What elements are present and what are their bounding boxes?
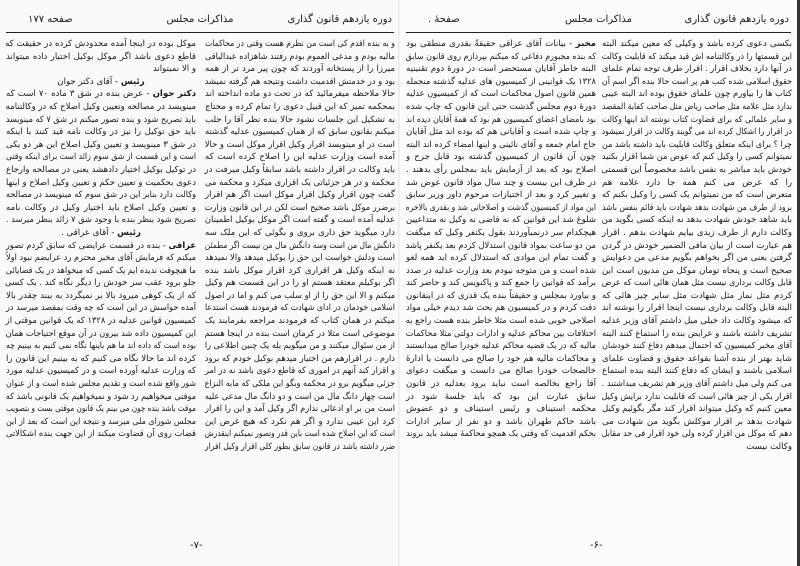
line-text: من دو ساعت بمواد قانون استدلال کردم بعد یکنفر پاشد: [405, 240, 596, 251]
line-text: میرزا را از پستخانه آوردند که چون پیر مرد تر از همه: [205, 64, 395, 75]
text-line: [205, 189, 395, 202]
text-line: [406, 403, 596, 416]
text-line: [205, 177, 395, 190]
line-text: گرفتن یعنی من اگر بخواهم بگویم مدعی من دعوایش: [602, 253, 792, 264]
line-text: ضرر داشته باشد در قانون سابق بطور کلی اقرار وکیل اقرار: [204, 442, 395, 452]
text-line: [602, 391, 792, 404]
text-line: [205, 126, 395, 139]
line-text: خودش باید مباشر به نفس باشد مخصوصاً این قسمتی: [601, 164, 792, 175]
text-line: [406, 164, 596, 177]
line-text: دانگش مال من است وسه دانگش مال من نیست اگر مطمئن: [204, 240, 395, 251]
text-line: [406, 353, 596, 366]
text-line: [6, 114, 196, 127]
text-line: [602, 441, 792, 454]
line-text: و سایر علمائی که برای قضاوت کتاب نوشته اند اینها وکالت: [602, 114, 792, 125]
line-text: کتاب ها را بیاورم چون علمای حقوق بوده اند البته عیبی: [601, 89, 792, 100]
header-series: دوره یازدهم قانون گذاری: [287, 14, 392, 25]
line-text: باید حق توکیل را نیز در وکالت نامه قید کنند با اینکه: [6, 127, 196, 138]
text-line: [6, 126, 196, 139]
text-line: [6, 177, 196, 190]
line-text: گفت چون اقرار وکیل اقرار موکل است اگر هم اقرار: [205, 190, 395, 201]
line-text: و تغییر کرد و بعد از اختیارات مرحوم داور وزیر سابق: [406, 190, 596, 201]
text-column-left: [6, 38, 196, 441]
text-line: [205, 441, 395, 454]
header-rule: [406, 32, 791, 33]
text-line: [6, 252, 196, 265]
line-text: موضوعی است مثلا در کرمان است بنده در اینجا هستم: [204, 328, 395, 339]
text-line: [406, 126, 596, 139]
page-header: [8, 14, 392, 30]
text-line: [205, 416, 395, 429]
line-text: در شق ۳ مینویسد و تعیین وکیل اصلاح این هر دو یکی: [6, 139, 197, 150]
text-column-left: [406, 38, 596, 441]
line-text: - عرض بنده در شق ۳ ماده ۷۰ است که: [6, 89, 153, 100]
text-line: [6, 189, 196, 202]
text-line: [406, 151, 596, 164]
text-line: [205, 265, 395, 278]
text-line: [205, 365, 395, 378]
line-text: دهم که موکل من اقرار کرده ولی خود اقرار فی حد مقابل: [601, 429, 792, 440]
text-line: [406, 277, 596, 290]
text-line: [406, 177, 596, 190]
text-line: [406, 189, 596, 202]
text-line: [6, 265, 196, 278]
line-text: جزئی میگویم برو در محکمه وبگو این ملکی که مابه النزاع: [204, 379, 395, 390]
page-footer-number: -۶-: [590, 540, 603, 551]
speaker-name: رئیس: [117, 227, 141, 238]
text-line: [6, 428, 196, 441]
text-line: [6, 63, 196, 76]
text-line: [406, 76, 596, 89]
line-text: جلو برود عقب سر خودش را دیگر نگاه کند . یک کسی: [4, 278, 196, 289]
text-line: [205, 240, 395, 253]
line-text: قضات روی آن قضاوت میکند از این جهت بنده اشکالاتی: [5, 429, 196, 440]
line-text: اقرار یکی از چیز هائی است که قابلیت ندارد برایش وکیل: [601, 391, 792, 402]
text-line: [205, 227, 395, 240]
text-line: [602, 240, 792, 253]
line-text: البته خاطر آقایان مستحضر است در دورهٔ دوم تقنینیه: [406, 64, 596, 75]
text-line: [6, 353, 196, 366]
text-line: [406, 240, 596, 253]
text-line: [205, 164, 395, 177]
text-line: [602, 126, 792, 139]
line-text: مالیه بودم و مدعی العموم بودم رفتند شاهزاده عبدالباقی: [205, 51, 395, 62]
line-text: حقوق اسلامی شده کتب هم پر است حالا بنده اگر اسم آن: [601, 76, 792, 87]
line-text: در ظرف این بیست و چند سال مواد قانون عوض شد: [406, 177, 596, 188]
text-line: [6, 378, 196, 391]
speaker-name: عراقی: [168, 240, 196, 251]
line-text: اصلاحی خوبی شده است مثلا خاطر بنده هست راجع به: [405, 316, 596, 327]
text-line: [205, 38, 395, 51]
text-line: [6, 139, 196, 152]
header-page-number: صفحهٔ .: [428, 14, 460, 25]
text-line: [602, 403, 792, 416]
text-line: [602, 151, 792, 164]
text-line: [205, 290, 395, 303]
text-line: [602, 139, 792, 152]
text-line: [6, 101, 196, 114]
text-line: [406, 290, 596, 303]
text-line: [6, 277, 196, 290]
text-line: [602, 76, 792, 89]
line-text: عدلیه آمده است و گفته است اگر موکل بوکیل اطمینان: [204, 215, 395, 226]
text-line: [602, 290, 792, 303]
line-text: دارد میگوید حق داری بروی و بگوئی که این ملک سه: [205, 227, 395, 238]
line-text: شهادت بدهد بر اقرار موکلش بگوید من شهادت می: [602, 416, 792, 427]
line-text: و گفت تمام این موادی که استدلال کرده اید همه لغو: [406, 253, 596, 264]
text-line: [406, 265, 596, 278]
text-column-right: [205, 38, 395, 454]
line-text: دورهٔ دوم مجلس گذشت حتی این قانون که چاپ شده: [406, 101, 596, 112]
speaker-line: [6, 76, 196, 89]
text-line: [205, 151, 395, 164]
text-line: [406, 428, 596, 441]
text-line: [406, 391, 596, 404]
text-line: [602, 302, 792, 315]
line-text: کردم مثل نماز مثل شهادت مثل سایر چیز هائی که: [602, 290, 792, 301]
line-text: شور واقع شده است و تقدیم مجلس شده است و از عنوان: [6, 379, 196, 390]
text-line: [406, 88, 596, 101]
text-line: [602, 202, 792, 215]
text-line: [602, 315, 792, 328]
line-text: است ودلش خواست این حق را بوکیل میدهد والا نمیدهد: [204, 253, 395, 264]
text-line: [205, 252, 395, 265]
text-line: [406, 63, 596, 76]
line-text: محکمه استیناف و رئیس استیناف و دو عضوش: [406, 404, 596, 415]
line-text: و محاکمات مالیه هم خود را صالح می دانست یا ادارهٔ: [406, 353, 596, 364]
text-line: [205, 214, 395, 227]
line-text: که وزارت عدلیه آورده است و در کمیسیون عدلیه مورد: [6, 366, 196, 377]
text-line: [602, 114, 792, 127]
line-text: در آنها دارد بخلاف اقرار . اقرار طرف توجه تمام علمای: [602, 64, 792, 75]
text-line: [406, 51, 596, 64]
text-line: [205, 101, 395, 114]
text-line: [205, 302, 395, 315]
speaker-line: [6, 240, 196, 253]
line-text: اسلامی خودمان در ادای شهادت که فرمودند هست استدعا: [205, 303, 395, 314]
text-line: [205, 328, 395, 341]
line-text: میکنم بقانون سابق که از همان کمیسیون عدلیه گذشته: [205, 127, 395, 138]
text-line: [205, 88, 395, 101]
line-text: دعوی بحکمیت و تعیین حکم و تعیین وکیل اصلاح و اینها: [6, 177, 196, 188]
line-text: مالیه که در یک قضیه محاکم عدلیه خودرا صالح میدانستند: [405, 341, 596, 352]
text-line: [205, 63, 395, 76]
line-text: آمده حواسش در این است که چه وقت بمقصد میرسد در: [6, 303, 196, 314]
line-text: است من بر او ادعائی ندارم اگر وکیل آمد و این را اقرار: [205, 404, 395, 415]
line-text: ما هیچوقت ندیده ایم یک کسی که میخواهد در یک قضایائی: [5, 265, 197, 276]
text-line: [205, 340, 395, 353]
line-text: دقت کردم و در کمیسیون هم بحث شد دیدم خیلی مواد: [405, 303, 596, 314]
line-text: که از یک کوهی میرود بالا بر نمیگردد به بیند چقدر بالا: [6, 290, 196, 301]
header-title: مذاکرات مجلس: [565, 14, 632, 25]
text-line: [602, 353, 792, 366]
line-text: باید وکالت در اقرار داشته باشد سابقاً وکیل میرفت در: [204, 164, 395, 175]
speaker-name: رئیس: [120, 76, 145, 87]
line-text: حالا ملاحظه میفرمائید که در تحت دو ماده انداخته اند: [205, 89, 395, 100]
text-line: [6, 302, 196, 315]
line-text: باید تصریح شود و بنده تصور میکنم در شق ۷ که مینویسد: [5, 114, 196, 125]
line-text: - آقای عراقی .: [61, 227, 118, 238]
text-line: [406, 214, 596, 227]
speaker-name: دکتر جوان: [152, 89, 197, 100]
text-line: [205, 315, 395, 328]
line-text: موقتی میخواهیم رد شود و نمیخواهیم یک قانونی باشد که: [5, 391, 196, 402]
line-text: را که عرض می کنم همه جا دارد علامه هم: [602, 177, 792, 188]
line-text: کرده اند ما حالا نگاه می کنیم که به بینیم این قانون را: [6, 353, 196, 364]
line-text: باید شاهد خودش شهادت بدهد نه اینکه کسی بگوید من: [601, 215, 792, 226]
line-text: بحکم اقدمیت که وقتی یک همچو محاکمهٔ میشد باید بروند: [406, 429, 596, 440]
line-text: و بیاورد بمجلس و حقیقتاً بنده یک قدری که در اینقانون: [406, 290, 596, 301]
line-text: ندارد مثل علامه مثل صاحب ریاض مثل صاحب کفایة المقصد: [602, 101, 792, 112]
text-line: [6, 391, 196, 404]
text-line: [6, 51, 196, 64]
text-line: [406, 365, 596, 378]
line-text: همین قانون اصول محاکمات است که از کمیسیون عدلیه: [406, 89, 596, 100]
line-text: خالصجات خودرا صالح می دانست و میگفت دعوای: [406, 366, 596, 377]
line-text: بمحکمه تمیز که این قبیل دعوی را تمام کرده و محتاج: [205, 101, 395, 112]
text-line: [602, 177, 792, 190]
text-line: [6, 403, 196, 416]
text-column-right: [602, 38, 792, 454]
line-text: شده است و من متوجه نبودم بعد وزارت عدلیه در صدد: [405, 265, 596, 276]
text-line: [602, 365, 792, 378]
line-text: مجلس شورای ملی میرسد و نتیجه این است که بعد از این: [5, 416, 196, 427]
speaker-line: [6, 227, 196, 240]
text-line: [602, 277, 792, 290]
page-footer-number: -۷-: [190, 540, 203, 551]
text-line: [205, 378, 395, 391]
text-line: [406, 101, 596, 114]
text-line: [406, 302, 596, 315]
line-text: میکنم که فرمایش آقای مخبر محترم رد عرایضم نبود اولاً: [6, 253, 196, 264]
speaker-line: [6, 88, 196, 101]
text-line: [602, 378, 792, 391]
text-line: [205, 76, 395, 89]
line-text: برود از طرف من شهادت بدهد شهادت باید قائم بنفس باشد: [602, 202, 792, 213]
line-text: تشریف داشته باشند و عرایض بنده را استماع کنند البته: [602, 328, 792, 339]
line-text: در اقرار را اشکال کرده اند می گویند وکالت در اقرار نمیشود: [601, 127, 792, 138]
text-line: [205, 139, 395, 152]
text-line: [602, 328, 792, 341]
speaker-line: [406, 38, 596, 51]
text-line: [602, 63, 792, 76]
line-text: البته قابل وکالت برداری نیست اینجا اقرار را نوشته اند: [602, 303, 792, 314]
line-text: میکنم و الا این حق را از او سلب می کنم و اما در اصول: [204, 290, 395, 301]
line-text: وکالت دارم از طرف زیدی بیایم شهادت بدهم . اقرار: [602, 227, 792, 238]
line-text: هیچکدام سر درنمیآوردند بقول یکنفر وکیل که میگفت: [406, 227, 596, 238]
text-line: [602, 428, 792, 441]
text-line: [205, 403, 395, 416]
line-text: این کمیسیون داده شد بیرون در آن موقع احتیاجات همان: [5, 328, 197, 339]
line-text: از من سئوال میکنند و من میگویم بله یک چنین اطلاعی را: [204, 341, 395, 352]
page-header: [408, 14, 789, 30]
line-text: صحیح است و پنجاه تومان موکل من مدیون است این: [602, 265, 792, 276]
text-line: [406, 378, 596, 391]
header-series: دوره یازدهم قانون گذاری: [684, 14, 789, 25]
text-line: [602, 340, 792, 353]
line-text: و به بنده اقدم کی است من نظرم هست وقتی در محاکمات: [205, 39, 395, 49]
line-text: - آقای دکتر جوان: [57, 76, 121, 87]
line-text: است و این قسمت از شق سوم زائد است برای اینکه وقتی: [5, 152, 197, 163]
text-line: [602, 101, 792, 114]
text-line: [406, 416, 596, 429]
text-line: [602, 227, 792, 240]
line-text: نه اینکه وکیل هر اقراری کرد اقرار موکل باشد بنده: [205, 265, 395, 276]
line-text: کمیسیون قوانین عدلیه در ۱۳۲۸ که یک قوانین موقتی از: [5, 316, 196, 327]
line-text: این مواد از کمیسیون گذشت و اصلاحاتی شد و بقدری بالاخره: [405, 202, 596, 213]
text-line: [602, 88, 792, 101]
text-line: [6, 214, 196, 227]
text-line: [406, 227, 596, 240]
line-text: است که این اصلاح شده است باین قدر وتصور نمیکنم اینقدرش: [204, 429, 395, 440]
text-line: [602, 164, 792, 177]
line-text: هم عبارت است از بیان مافی الضمیر خودش در گردن: [601, 240, 792, 251]
text-line: [6, 416, 196, 429]
line-text: - بیانات آقای عراقی حقیقةً بقدری منطقی بود: [406, 39, 576, 49]
line-text: برضرر موکل باشد صحیح است لکن در این قانون وزارت: [204, 202, 395, 213]
line-text: در توکیل بوکیل اختیار دادهشد یعنی در مصالحه وارجاع: [6, 164, 196, 175]
line-text: بود بامضای اعضای کمیسیون هم بود که همهٔ آقایان دیده اند: [405, 114, 596, 125]
line-text: حاج امام جمعه و آقای نائینی و اینها امضاء کرده اند البته: [406, 139, 596, 150]
text-line: [406, 315, 596, 328]
line-text: این قسمتها را در وکالتنامه اش قید میکند که قابلیت وکالت: [601, 51, 792, 62]
line-text: اسلامی باشند و ایشان که دفاع کنند البته بنده استماع: [602, 366, 792, 377]
text-line: [602, 189, 792, 202]
text-line: [406, 252, 596, 265]
text-line: [406, 202, 596, 215]
text-line: [205, 428, 395, 441]
text-line: [205, 353, 395, 366]
line-text: آمده است وزارت عدلیه این را اصلاح کرده است که: [205, 152, 395, 163]
line-text: چون آن قانون از کمیسیون گذشته بود قابل جرح و: [406, 152, 596, 163]
text-line: [205, 391, 395, 404]
line-text: برآمد که قوانین را جمع کند و پاکنویس کند و حاضر کند: [406, 278, 596, 289]
text-line: [406, 114, 596, 127]
text-line: [602, 51, 792, 64]
text-line: [406, 328, 596, 341]
right-page: [400, 0, 800, 566]
line-text: اگر بوکیلم معتقد هستم او را در این قسمت هم وکیل: [205, 278, 395, 289]
text-line: [6, 365, 196, 378]
line-text: است چهار دانگ مال من است و دو دانگ مال مدعی علیه: [205, 391, 395, 402]
text-line: [602, 252, 792, 265]
line-text: اصلاح بود که بعد از آزمایش باید بمجلس رأی بدهند .: [406, 164, 596, 175]
line-text: شاید بهتر از بنده آشنا بقواعد حقوق و قضاوت علمای: [602, 353, 792, 364]
line-text: تصریح شود بنظر بنده با وجود شق ۷ زائد بنظر میرسد .: [5, 215, 196, 226]
line-text: بوده است که داده اند ما هم باینها نگاه نمی کنیم به بینیم چه: [6, 341, 196, 352]
line-text: موقت باشد بنده چون می بینم یک قانون موقتی بست و بتصویب: [6, 404, 196, 415]
line-text: متعرض است که من نمیتوانم یک کسی را وکیل بکنم که: [601, 190, 792, 201]
line-text: و الا نمیتواند: [152, 64, 196, 75]
line-text: شلوغ شد این قوانین که نه قاضی نه وکیل نه متداعیین: [406, 215, 596, 226]
line-text: کرد این عیبی ندارد و اگر هم نکرد که هیچ غرض این: [205, 416, 395, 427]
text-line: [602, 416, 792, 429]
line-text: آقا راجع بخالصه است نباید برود بعدلیه در قانون: [406, 379, 596, 390]
line-text: موکل بوده در اینجا آمده محدودش کرده در حقیقت که: [5, 39, 196, 49]
text-line: [6, 151, 196, 164]
line-text: میکنم در همان کتاب که فرمودند مراجعه بفرمایند یک: [205, 316, 395, 327]
text-line: [205, 51, 395, 64]
text-line: [602, 38, 792, 51]
line-text: آقای مخبر کمیسیون که احتمال میدهم دفاع کنند خودشان: [602, 341, 792, 352]
line-text: قاطع دعوی باشد اگر موکل بوکیل اختیار داده میتواند: [6, 51, 196, 62]
line-text: که میشود وکالت داد خیلی میل داشتم آقای وزیر عدلیه: [601, 316, 792, 327]
text-line: [6, 202, 196, 215]
text-line: [602, 214, 792, 227]
line-text: است در او مینویسد اقرار وکیل اقرار موکل است و حالا: [204, 139, 395, 150]
line-text: - بنده در قسمت عرایضی که سابق کردم تصور: [5, 240, 169, 251]
line-text: سابق عبارت این بود که باید جلسهٔ شود در: [406, 391, 596, 402]
text-line: [6, 315, 196, 328]
line-text: محکمه و در هر جزئیاتی یک اقراری میکرد و محکمه می: [205, 177, 395, 188]
text-line: [6, 290, 196, 303]
header-page-number: صفحه ۱۷۷: [28, 14, 73, 25]
text-line: [6, 38, 196, 51]
line-text: بود و در خدمتش اقدمیت داشت ونتیجه هم گرفته نمیشد: [204, 76, 395, 87]
text-line: [205, 277, 395, 290]
line-text: و تعیین وکیل اصلاح باید اختیار وکیل در وکالت نامه: [6, 202, 196, 213]
line-text: و اقرار کند آنهم در اموری که قاطع دعوی باشد نه در امر: [204, 366, 395, 377]
header-rule: [6, 32, 394, 33]
line-text: معین کنیم که وکیل میتواند اقرار کند مگر بگوئیم وکیل: [602, 404, 792, 415]
line-text: وکالت نیست: [746, 442, 792, 452]
line-text: قابل وکالت برداری نیست مثل همان هائی است که عرض: [601, 278, 792, 289]
line-text: باشد حاکم طهران باشد و دو نفر از سایر ادارات: [406, 416, 596, 427]
text-line: [6, 164, 196, 177]
line-text: اختلافات بین محاکم عدلیه و ادارات دولتی مثلا محاکمات: [405, 328, 596, 339]
line-text: می کنم ولی میل داشتم آقای وزیر هم تشریف میداشتند .: [601, 379, 792, 390]
speaker-name: مخبر: [575, 39, 596, 49]
text-line: [205, 114, 395, 127]
line-text: چرا ؟ برای اینکه متعلق وکالت قابلیت باید داشته باشد من: [602, 139, 792, 150]
text-line: [6, 328, 196, 341]
line-text: به تشکیل این جلسات نشود حالا بنده نظر آقا را جلب: [205, 114, 395, 125]
line-text: ۱۳۲۸ یک قوانینی از کمیسیون های عدلیه گذشته منجمله: [406, 76, 596, 87]
line-text: دارم . در اقرارهم من اختیار میدهم بوکیل خودم که برود: [204, 353, 395, 364]
text-line: [6, 340, 196, 353]
line-text: مینویسد در مصالحه وتعیین وکیل اصلاح که در وکالتنامه: [5, 101, 196, 112]
line-text: که بنده مجبورم دفاعی که میکنم بپردازم روی قانون سابق: [405, 51, 596, 62]
text-line: [406, 139, 596, 152]
line-text: نمیتوانم کسی را وکیل کنم که عوض من شما اقرار بکنید: [601, 152, 792, 163]
text-line: [205, 202, 395, 215]
text-line: [602, 265, 792, 278]
line-text: و چاپ شده است و آقایانی هم که بوده اند مثل آقایان: [406, 127, 596, 138]
header-title: مذاکرات مجلس: [166, 14, 234, 25]
text-line: [406, 340, 596, 353]
line-text: بکسی دعوی کرده باشد و وکیلی که معین میکند البته: [602, 39, 792, 49]
line-text: وکالت دارد بنابر این در شق سوم که مینویسد در مصالحه: [6, 190, 196, 201]
